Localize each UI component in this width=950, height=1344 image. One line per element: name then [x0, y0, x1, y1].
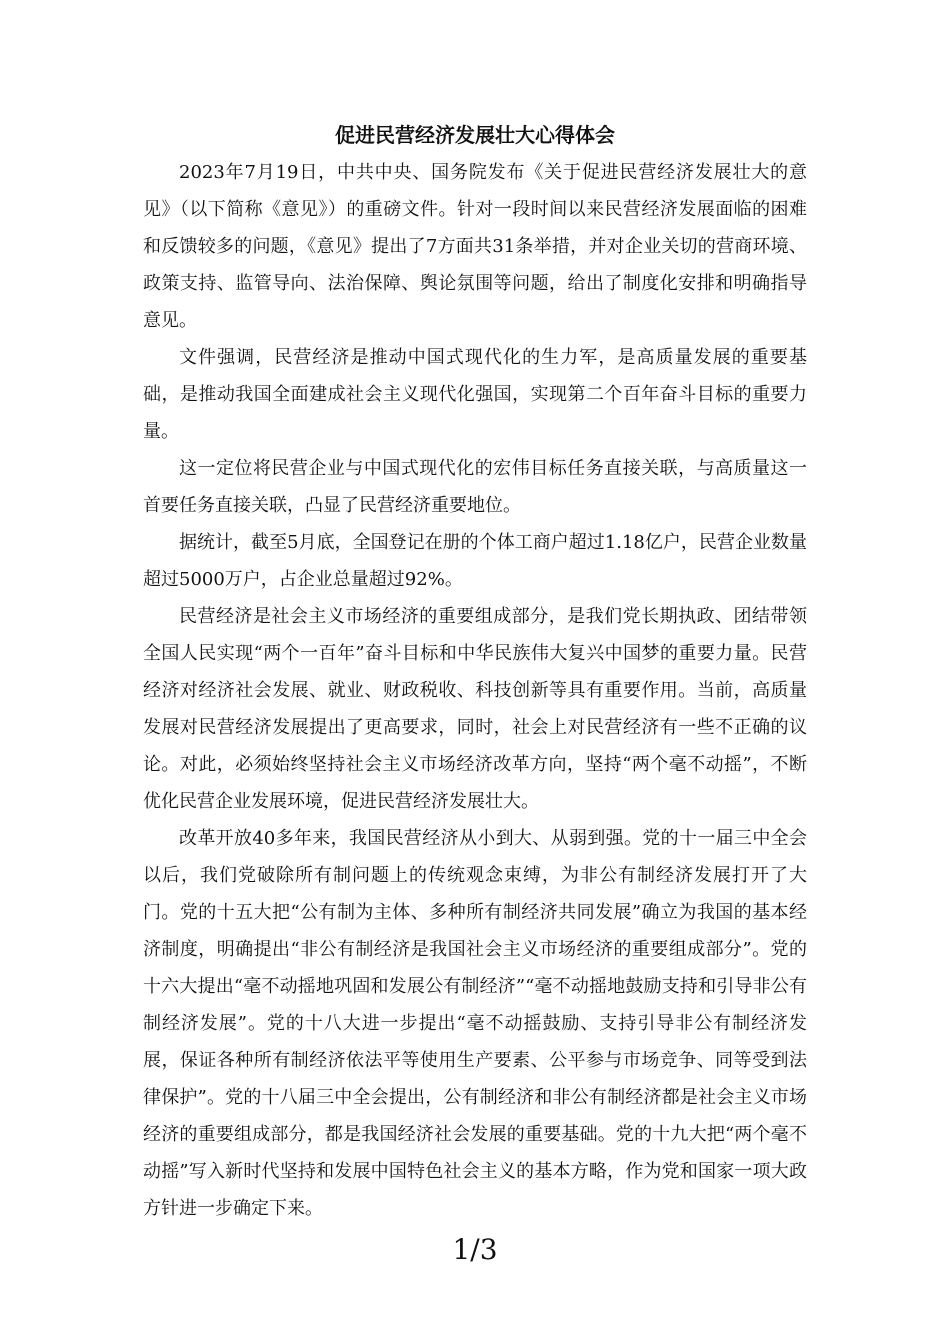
paragraph-6: 改革开放40多年来，我国民营经济从小到大、从弱到强。党的十一届三中全会以后，我们党破除所有制问题上的传统观念束缚，为非公有制经济发展打开了大门。党的十五大把“公有制为主体、多种所有制经济共同发展”确立为我国的基本经济制度，明确提出“非公有制经济是我国社会主义市场经济的重要组成部分”。党的十六大提出“毫不动摇地巩固和发展公有制经济”“毫不动摇地鼓励支持和引导非公有制经济发展”。党的十八大进一步提出“毫不动摇鼓励、支持引导非公有制经济发展，保证各种所有制经济依法平等使用生产要素、公平参与市场竞争、同等受到法律保护”。党的十八届三中全会提出，公有制经济和非公有制经济都是社会主义市场经济的重要组成部分，都是我国经济社会发展的重要基础。党的十九大把“两个毫不动摇”写入新时代坚持和发展中国特色社会主义的基本方略，作为党和国家一项大政方针进一步确定下来。 [143, 828, 807, 1219]
page-number: 1/3 [452, 1233, 498, 1266]
document-title: 促进民营经济发展壮大心得体会 [335, 123, 615, 147]
paragraph-4: 据统计，截至5月底，全国登记在册的个体工商户超过1.18亿户，民营企业数量超过5000万户，占企业总量超过92%。 [143, 532, 807, 590]
paragraph-1: 2023年7月19日，中共中央、国务院发布《关于促进民营经济发展壮大的意见》（以下简称《意见》）的重磅文件。针对一段时间以来民营经济发展面临的困难和反馈较多的问题，《意见》提出了7方面共31条举措，并对企业关切的营商环境、政策支持、监管导向、法治保障、舆论氛围等问题，给出了制度化安排和明确指导意见。 [143, 162, 807, 331]
document-body [143, 154, 807, 1227]
paragraph-5: 民营经济是社会主义市场经济的重要组成部分，是我们党长期执政、团结带领全国人民实现“两个一百年”奋斗目标和中华民族伟大复兴中国梦的重要力量。民营经济对经济社会发展、就业、财政税收、科技创新等具有重要作用。当前，高质量发展对民营经济发展提出了更高要求，同时，社会上对民营经济有一些不正确的议论。对此，必须始终坚持社会主义市场经济改革方向，坚持“两个毫不动摇”，不断优化民营企业发展环境，促进民营经济发展壮大。 [143, 606, 807, 812]
paragraph-2: 文件强调，民营经济是推动中国式现代化的生力军，是高质量发展的重要基础，是推动我国全面建成社会主义现代化强国，实现第二个百年奋斗目标的重要力量。 [143, 347, 807, 442]
paragraph-3: 这一定位将民营企业与中国式现代化的宏伟目标任务直接关联，与高质量这一首要任务直接关联，凸显了民营经济重要地位。 [143, 458, 807, 516]
